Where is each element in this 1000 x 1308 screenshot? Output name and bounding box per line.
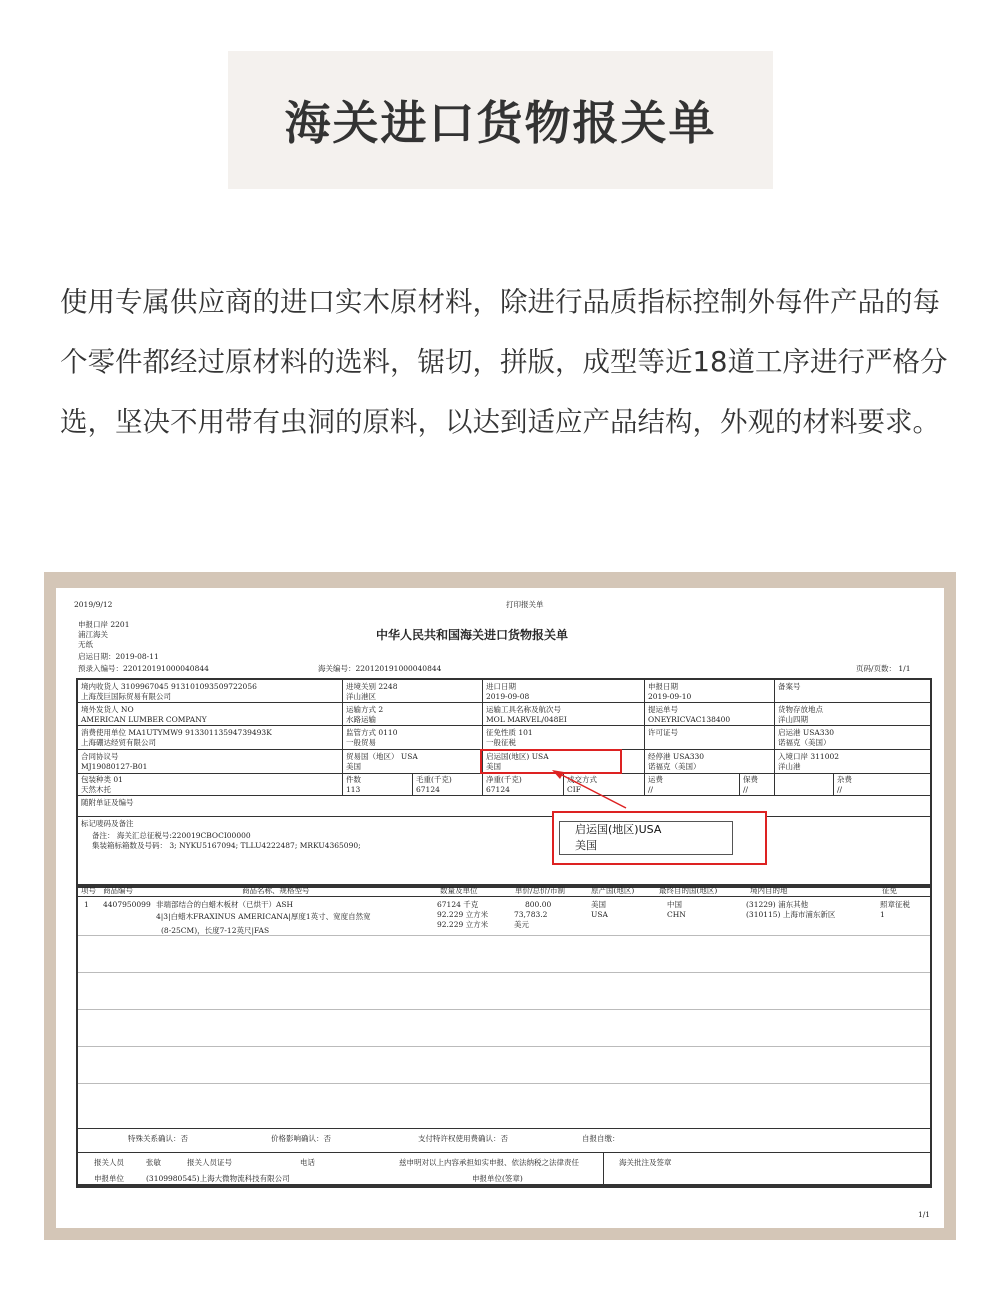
callout-line-2: 美国: [575, 839, 597, 852]
col-price: 单价/总价/币制: [515, 886, 566, 895]
port-line: 申报口岸 2201: [78, 620, 130, 629]
hline: [76, 816, 932, 817]
row-line: [78, 1009, 930, 1010]
callout-inner: [559, 821, 733, 855]
transit-port-label: 经停港 USA330: [648, 752, 705, 761]
transport-label: 运输方式 2: [346, 705, 384, 714]
misc-fee-label: 杂费: [837, 775, 852, 784]
vline: [482, 678, 483, 795]
hline: [76, 795, 932, 796]
goods-origin-code: USA: [591, 910, 608, 919]
consumer-value: 上海硼达经贸有限公司: [81, 738, 156, 747]
declarant-name: 张敏: [146, 1158, 161, 1167]
hline: [76, 702, 932, 703]
deal-mode-value: CIF: [567, 785, 581, 794]
col-name: 商品名称、规格型号: [242, 886, 310, 895]
goods-domestic-2: (310115) 上海市浦东新区: [746, 910, 836, 919]
approval-label: 海关批注及签章: [619, 1158, 672, 1167]
contract-label: 合同协议号: [81, 752, 119, 761]
marks-remark: 备注： 海关汇总征税号:220019CBOCI00000: [92, 831, 251, 840]
entry-no: 预录入编号：220120191000040844: [78, 664, 209, 673]
declare-date-label: 申报日期: [648, 682, 678, 691]
goods-qty-1: 67124 千克: [437, 900, 479, 909]
row-line: [78, 1046, 930, 1047]
consumer-label: 消费使用单位 MA1UTYMW9 91330113594739493K: [81, 728, 272, 737]
record-no-label: 备案号: [778, 682, 801, 691]
shipper-value: AMERICAN LUMBER COMPANY: [81, 715, 207, 724]
transit-port-value: 诺福克（美国）: [648, 762, 701, 771]
goods-tax: 照章征税: [880, 900, 910, 909]
goods-spec: 4|3|白蜡木FRAXINUS AMERICANA|厚度1英寸、宽度自然宽: [156, 912, 371, 921]
col-origin: 原产国(地区): [591, 886, 635, 895]
ship-date: 启运日期：2019-08-11: [78, 652, 159, 661]
self-declare: 自报自缴：: [582, 1134, 620, 1143]
goods-dest-code: CHN: [667, 910, 686, 919]
gross-weight-label: 毛重(千克): [416, 775, 452, 784]
supervision-label: 监管方式 0110: [346, 728, 398, 737]
goods-head-line: [76, 896, 932, 897]
levy-value: 一般征税: [486, 738, 516, 747]
levy-label: 征免性质 101: [486, 728, 533, 737]
goods-qty-2: 92.229 立方米: [437, 910, 489, 919]
col-no: 项号: [81, 886, 96, 895]
import-date-label: 进口日期: [486, 682, 516, 691]
origin-country-label: 启运国(地区) USA: [486, 752, 549, 761]
price-influence: 价格影响确认：否: [271, 1134, 331, 1143]
goods-qty-3: 92.229 立方米: [437, 920, 489, 929]
supervision-value: 一般贸易: [346, 738, 376, 747]
cert-label: 报关人员证号: [187, 1158, 232, 1167]
unit-label: 申报单位: [94, 1174, 124, 1183]
vessel-value: MOL MARVEL/048EI: [486, 715, 567, 724]
departure-port-label: 启运港 USA330: [778, 728, 835, 737]
col-tax: 征免: [882, 886, 897, 895]
entry-port-value: 洋山港区: [346, 692, 376, 701]
row-line: [78, 935, 930, 936]
col-domestic: 境内目的地: [750, 886, 788, 895]
storage-label: 货物存放地点: [778, 705, 823, 714]
title-band: [228, 51, 773, 189]
bill-label: 提运单号: [648, 705, 678, 714]
package-value: 天然木托: [81, 785, 111, 794]
entry-gate-label: 入境口岸 311002: [778, 752, 840, 761]
attached-docs-label: 随附单证及编号: [81, 798, 134, 807]
special-relation: 特殊关系确认：否: [128, 1134, 188, 1143]
vline: [412, 773, 413, 795]
vline: [644, 678, 645, 795]
misc-fee-value: //: [837, 785, 843, 794]
vline: [739, 773, 740, 795]
print-title: 打印报关单: [506, 600, 544, 609]
unit-value: (3109980545)上海大微物流科技有限公司: [146, 1174, 290, 1183]
customs-name: 浦江海关: [78, 630, 108, 639]
intro-paragraph: 使用专属供应商的进口实木原材料，除进行品质指标控制外每件产品的每个零件都经过原材料的选料，锯切，拼版，成型等近18道工序进行严格分选，坚决不用带有虫洞的原料，以达到适应产品结构，外观的材料要求。: [60, 286, 948, 438]
royalty-confirm: 支付特许权使用费确认：否: [418, 1134, 508, 1143]
pieces-value: 113: [346, 785, 361, 794]
goods-code: 4407950099: [103, 900, 151, 909]
contract-value: MJ19080127-B01: [81, 762, 148, 771]
customs-declaration: [56, 588, 944, 1228]
package-label: 包装种类 01: [81, 775, 123, 784]
vessel-label: 运输工具名称及航次号: [486, 705, 561, 714]
declare-date-value: 2019-09-10: [648, 692, 692, 701]
pieces-label: 件数: [346, 775, 361, 784]
form-title: 中华人民共和国海关进口货物报关单: [376, 628, 569, 642]
freight-value: //: [648, 785, 654, 794]
goods-currency: 美元: [514, 920, 529, 929]
consignee-label: 境内收货人 3109967045 913101093509722056: [81, 682, 257, 691]
callout-box: [552, 811, 767, 865]
seal-label: 申报单位(签章): [472, 1174, 523, 1183]
col-code: 商品编号: [103, 886, 133, 895]
container-numbers: 集装箱标箱数及号码： 3; NYKU5167094; TLLU4222487; MRKU4365090;: [92, 841, 361, 850]
bill-value: ONEYRICVAC138400: [648, 715, 731, 724]
goods-tax-code: 1: [880, 910, 885, 919]
print-date: 2019/9/12: [74, 600, 113, 609]
trade-country-label: 贸易国（地区） USA: [346, 752, 418, 761]
departure-port-value: 诺福克（美国）: [778, 738, 831, 747]
page-title: 海关进口货物报关单: [284, 96, 717, 150]
vline: [833, 773, 834, 795]
insurance-label: 保费: [743, 775, 758, 784]
page-footer: 1/1: [918, 1210, 931, 1219]
entry-gate-value: 洋山港: [778, 762, 801, 771]
phone-label: 电话: [300, 1158, 315, 1167]
goods-size: (8-25CM)，长度7-12英尺|FAS: [161, 926, 270, 935]
col-dest: 最终目的国(地区): [659, 886, 718, 895]
shipper-label: 境外发货人 NO: [81, 705, 134, 714]
page-no: 页码/页数： 1/1: [856, 664, 911, 673]
storage-value: 洋山四期: [778, 715, 808, 724]
paperless: 无纸: [78, 640, 93, 649]
goods-domestic: (31229) 浦东其他: [746, 900, 809, 909]
vline: [342, 678, 343, 795]
insurance-value: //: [743, 785, 749, 794]
row-line: [78, 972, 930, 973]
callout-line-1: 启运国(地区)USA: [575, 823, 662, 836]
net-weight-label: 净重(千克): [486, 775, 522, 784]
license-label: 许可证号: [648, 728, 678, 737]
vline: [774, 678, 775, 795]
customs-no: 海关编号：220120191000040844: [318, 664, 442, 673]
gross-weight-value: 67124: [416, 785, 440, 794]
transport-value: 水路运输: [346, 715, 376, 724]
statement: 兹申明对以上内容承担如实申报、依法纳税之法律责任: [399, 1158, 579, 1167]
trade-country-value: 美国: [346, 762, 361, 771]
entry-port-label: 进境关别 2248: [346, 682, 398, 691]
confirm-top-line: [76, 1128, 932, 1129]
goods-dest: 中国: [667, 900, 682, 909]
declarant-label: 报关人员: [94, 1158, 124, 1167]
hline: [76, 725, 932, 726]
row-line: [78, 1083, 930, 1084]
goods-name: 非端部结合的白蜡木板材（已烘干）ASH: [156, 900, 294, 909]
goods-unit-price: 800.00: [525, 900, 552, 909]
origin-country-value: 美国: [486, 762, 501, 771]
footer-divider: [603, 1152, 604, 1188]
goods-no: 1: [84, 900, 89, 909]
net-weight-value: 67124: [486, 785, 510, 794]
import-date-value: 2019-09-08: [486, 692, 530, 701]
goods-origin: 美国: [591, 900, 606, 909]
goods-total-price: 73,783.2: [514, 910, 548, 919]
col-qty: 数量及单位: [440, 886, 478, 895]
marks-label: 标记唛码及备注: [81, 819, 134, 828]
freight-label: 运费: [648, 775, 663, 784]
deal-mode-label: 成交方式: [567, 775, 597, 784]
consignee-value: 上海茂巨国际贸易有限公司: [81, 692, 171, 701]
